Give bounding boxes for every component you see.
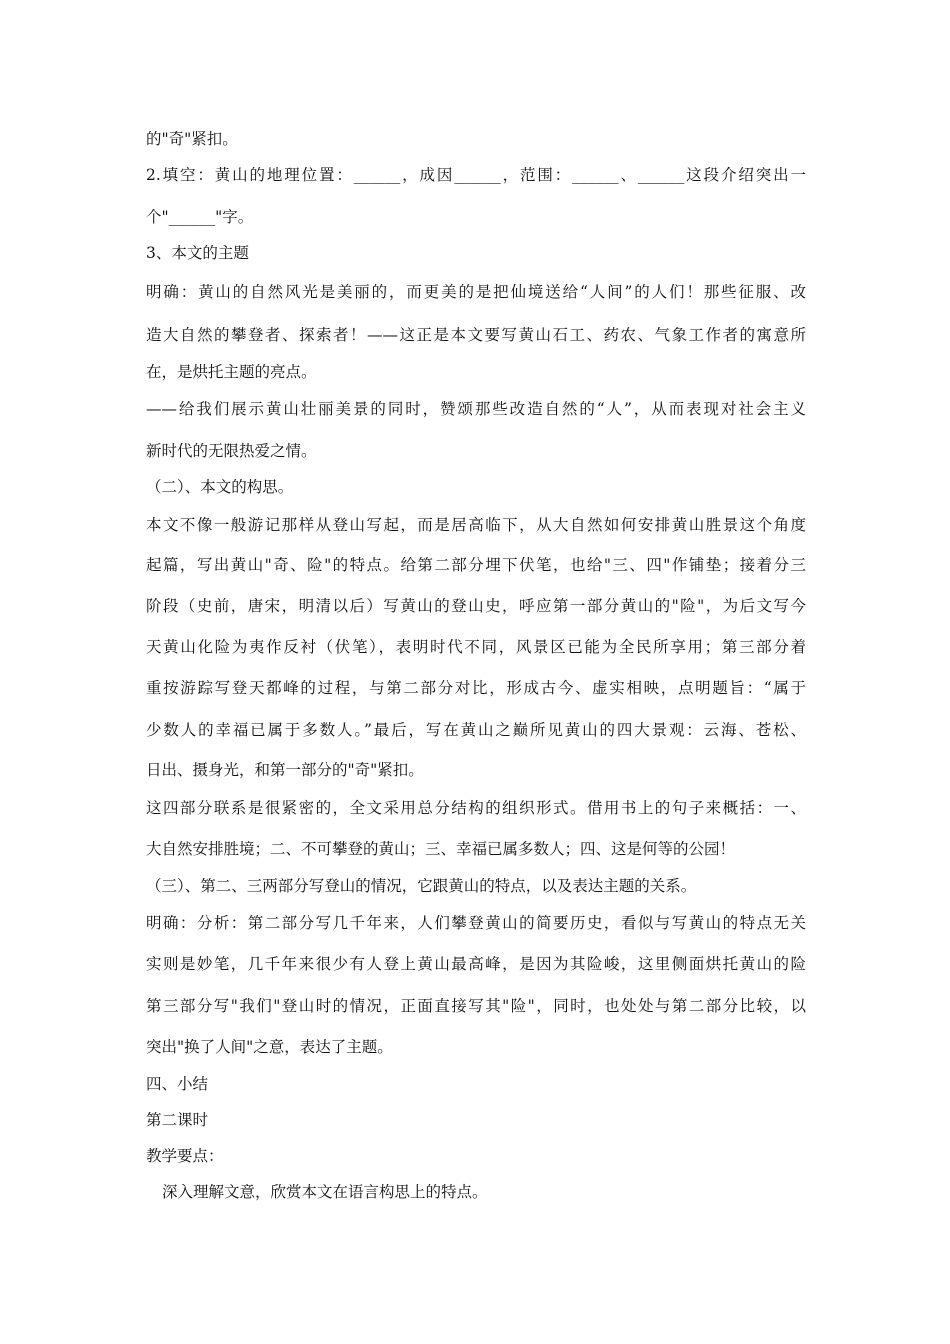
text-line: 本文不像一般游记那样从登山写起，而是居高临下，从大自然如何安排黄山胜景这个角度 (146, 516, 806, 534)
text-line: 天黄山化险为夷作反衬（伏笔），表明时代不同，风景区已能为全民所享用；第三部分着 (146, 638, 806, 656)
text-line: 2.填空：黄山的地理位置：______，成因______，范围：______、______这段介绍突出一 (146, 166, 806, 184)
text-line: 个"______"字。 (146, 208, 254, 226)
text-line: 明确：黄山的自然风光是美丽的，而更美的是把仙境送给“人间”的人们！那些征服、改 (146, 283, 806, 301)
text-line: 突出"换了人间"之意，表达了主题。 (146, 1038, 393, 1056)
section-heading: 教学要点： (146, 1147, 224, 1165)
text-line: 重按游踪写登天都峰的过程，与第二部分对比，形成古今、虚实相映，点明题旨：“属于 (146, 679, 806, 697)
text-line: 第三部分写"我们"登山时的情况，正面直接写其"险"，同时，也处处与第二部分比较，以 (146, 997, 806, 1015)
text-line: 的"奇"紧扣。 (146, 130, 238, 148)
text-line: 大自然安排胜境；二、不可攀登的黄山；三、幸福已属多数人；四、这是何等的公园！ (146, 840, 736, 858)
text-line: 这四部分联系是很紧密的，全文采用总分结构的组织形式。借用书上的句子来概括：一、 (146, 799, 806, 817)
section-heading: （三）、第二、三两部分写登山的情况，它跟黄山的特点，以及表达主题的关系。 (146, 877, 697, 895)
text-line: ——给我们展示黄山壮丽美景的同时，赞颂那些改造自然的“人”，从而表现对社会主义 (146, 400, 806, 418)
text-line: 起篇，写出黄山"奇、险"的特点。给第二部分埋下伏笔，也给"三、四"作铺垫；接着分三 (146, 556, 806, 574)
text-line: 新时代的无限热爱之情。 (146, 442, 317, 460)
text-line: 阶段（史前，唐宋，明清以后）写黄山的登山史，呼应第一部分黄山的"险"，为后文写今 (146, 597, 806, 615)
text-line: 少数人的幸福已属于多数人。”最后，写在黄山之巅所见黄山的四大景观：云海、苍松、 (146, 721, 806, 739)
text-line: 造大自然的攀登者、探索者！——这正是本文要写黄山石工、药农、气象工作者的寓意所 (146, 326, 806, 344)
section-heading: 3、本文的主题 (146, 244, 249, 262)
text-line: 明确：分析：第二部分写几千年来，人们攀登黄山的简要历史，看似与写黄山的特点无关 (146, 914, 806, 932)
text-line: 在，是烘托主题的亮点。 (146, 363, 317, 381)
text-line: 实则是妙笔，几千年来很少有人登上黄山最高峰，是因为其险峻，这里侧面烘托黄山的险 (146, 955, 806, 973)
section-heading: 第二课时 (146, 1111, 209, 1129)
section-heading: （二）、本文的构思。 (146, 478, 294, 496)
text-line: 深入理解文意，欣赏本文在语言构思上的特点。 (162, 1183, 488, 1201)
text-line: 日出、摄身光，和第一部分的"奇"紧扣。 (146, 761, 424, 779)
section-heading: 四、小结 (146, 1075, 209, 1093)
